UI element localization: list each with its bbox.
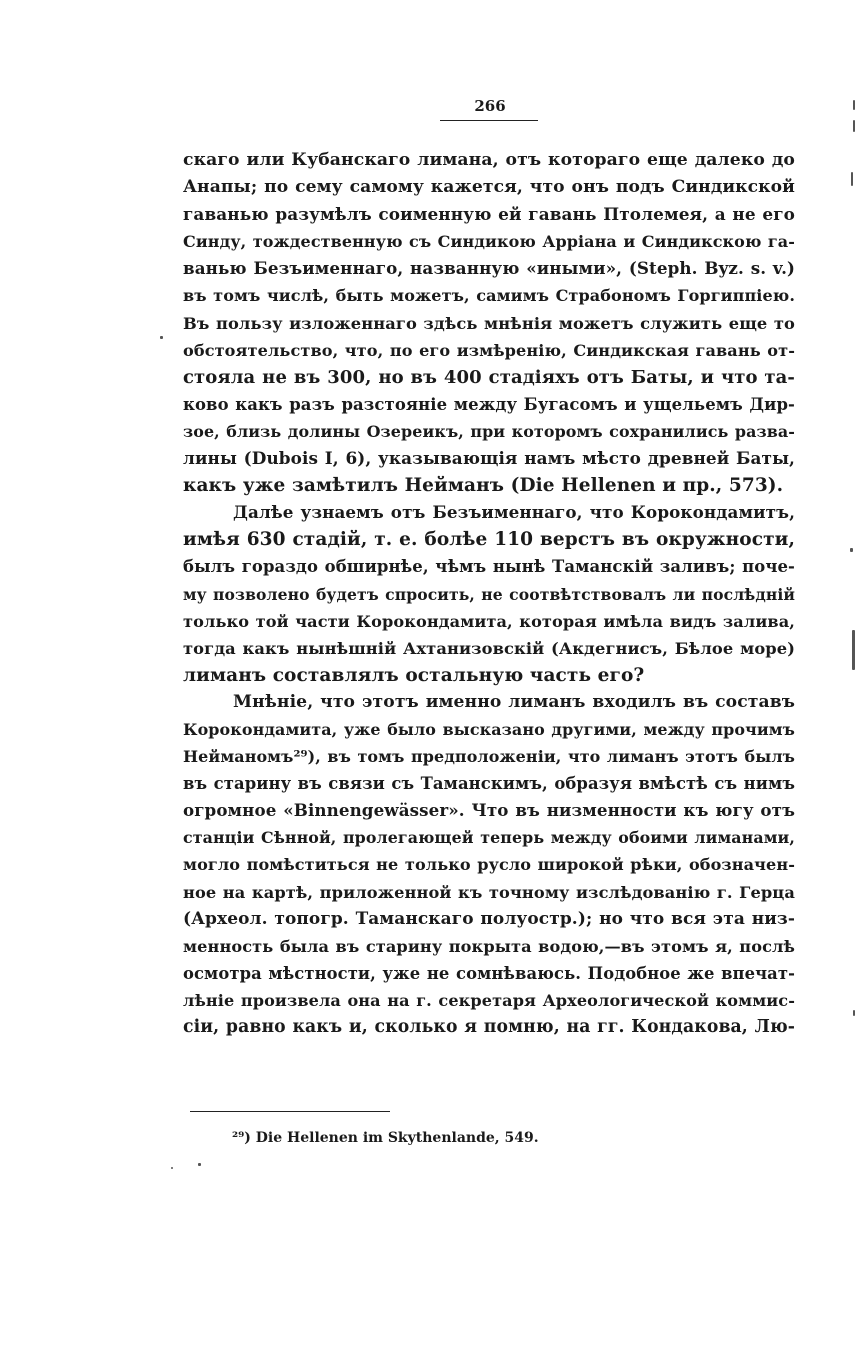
text-line: въ старину въ связи съ Таманскимъ, образуя вмѣстѣ съ нимъ [183, 774, 795, 794]
text-line: сіи, равно какъ и, сколько я помню, на гг. Кондакова, Лю- [183, 1017, 795, 1037]
text-line: гаванью разумѣлъ соименную ей гавань Птолемея, а не его [183, 204, 795, 225]
scan-speck [171, 1167, 173, 1169]
text-line: ково какъ разъ разстояніе между Бугасомъ и ущельемъ Дир- [183, 394, 795, 414]
text-line: обстоятельство, что, по его измѣренію, Синдикская гавань от- [183, 340, 795, 360]
text-line: менность была въ старину покрыта водою,—въ этомъ я, послѣ [183, 936, 795, 956]
text-line: Синду, тождественную съ Синдикою Арріана и Синдикскою га- [183, 232, 795, 252]
scan-speck [853, 120, 855, 132]
text-line: могло помѣститься не только русло широкой рѣки, обозначен- [183, 855, 795, 875]
scan-speck [160, 336, 163, 339]
text-line: былъ гораздо обширнѣе, чѣмъ нынѣ Таманскій заливъ; поче- [183, 557, 795, 577]
text-line: станціи Сѣнной, пролегающей теперь между обоими лиманами, [183, 828, 795, 848]
text-line: му позволено будетъ спросить, не соотвѣтствовалъ ли послѣдній [183, 584, 795, 604]
footnote: ²⁹) Die Hellenen im Skythenlande, 549. [232, 1130, 539, 1146]
page-number-rule [440, 120, 538, 121]
text-line: (Археол. топогр. Таманскаго полуостр.); но что вся эта низ- [183, 908, 795, 929]
text-line: въ томъ числѣ, быть можетъ, самимъ Страбономъ Горгиппіею. [183, 286, 795, 306]
text-line: Въ пользу изложеннаго здѣсь мнѣнія можетъ служить еще то [183, 313, 795, 333]
text-line: только той части Корокондамита, которая имѣла видъ залива, [183, 611, 795, 631]
text-line: Мнѣніе, что этотъ именно лиманъ входилъ въ составъ [233, 691, 795, 712]
text-line: ванью Безъименнаго, названную «иными», (Steph. Byz. s. v.) [183, 258, 795, 279]
body-text [183, 147, 795, 1041]
text-line: Корокондамита, уже было высказано другими, между прочимъ [183, 719, 795, 739]
scan-speck [853, 100, 855, 110]
footnote-rule [190, 1111, 390, 1112]
text-line: скаго или Кубанскаго лимана, отъ котораго еще далеко до [183, 150, 795, 170]
text-line: тогда какъ нынѣшній Ахтанизовскій (Акдегнисъ, Бѣлое море) [183, 638, 795, 658]
scan-speck [850, 548, 853, 552]
text-line: лѣніе произвела она на г. секретаря Археологической коммис- [183, 990, 795, 1010]
scan-speck [198, 1163, 201, 1166]
text-line: осмотра мѣстности, уже не сомнѣваюсь. Подобное же впечат- [183, 963, 795, 983]
page-number: 266 [474, 97, 506, 115]
scan-speck [852, 630, 855, 670]
text-line: стояла не въ 300, но въ 400 стадіяхъ отъ Баты, и что та- [183, 366, 795, 388]
text-line: зое, близь долины Озереикъ, при которомъ сохранились разва- [183, 421, 795, 441]
text-line: Нейманомъ²⁹), въ томъ предположеніи, что лиманъ этотъ былъ [183, 747, 795, 767]
text-line: лины (Dubois I, 6), указывающія намъ мѣсто древней Баты, [183, 448, 795, 469]
text-line: Анапы; по сему самому кажется, что онъ подъ Синдикской [183, 177, 795, 198]
scan-speck [853, 1010, 855, 1016]
text-line: какъ уже замѣтилъ Нейманъ (Die Hellenen и пр., 573). [183, 475, 784, 497]
text-line: лиманъ составлялъ остальную часть его? [183, 664, 645, 686]
text-line: ное на картѣ, приложенной къ точному изслѣдованію г. Герца [183, 882, 795, 902]
scan-speck [851, 172, 853, 186]
text-line: имѣя 630 стадій, т. е. болѣе 110 верстъ въ окружности, [183, 529, 795, 551]
text-line: огромное «Binnengewässer». Что въ низменности къ югу отъ [183, 800, 795, 821]
text-line: Далѣе узнаемъ отъ Безъименнаго, что Корокондамитъ, [233, 502, 795, 523]
